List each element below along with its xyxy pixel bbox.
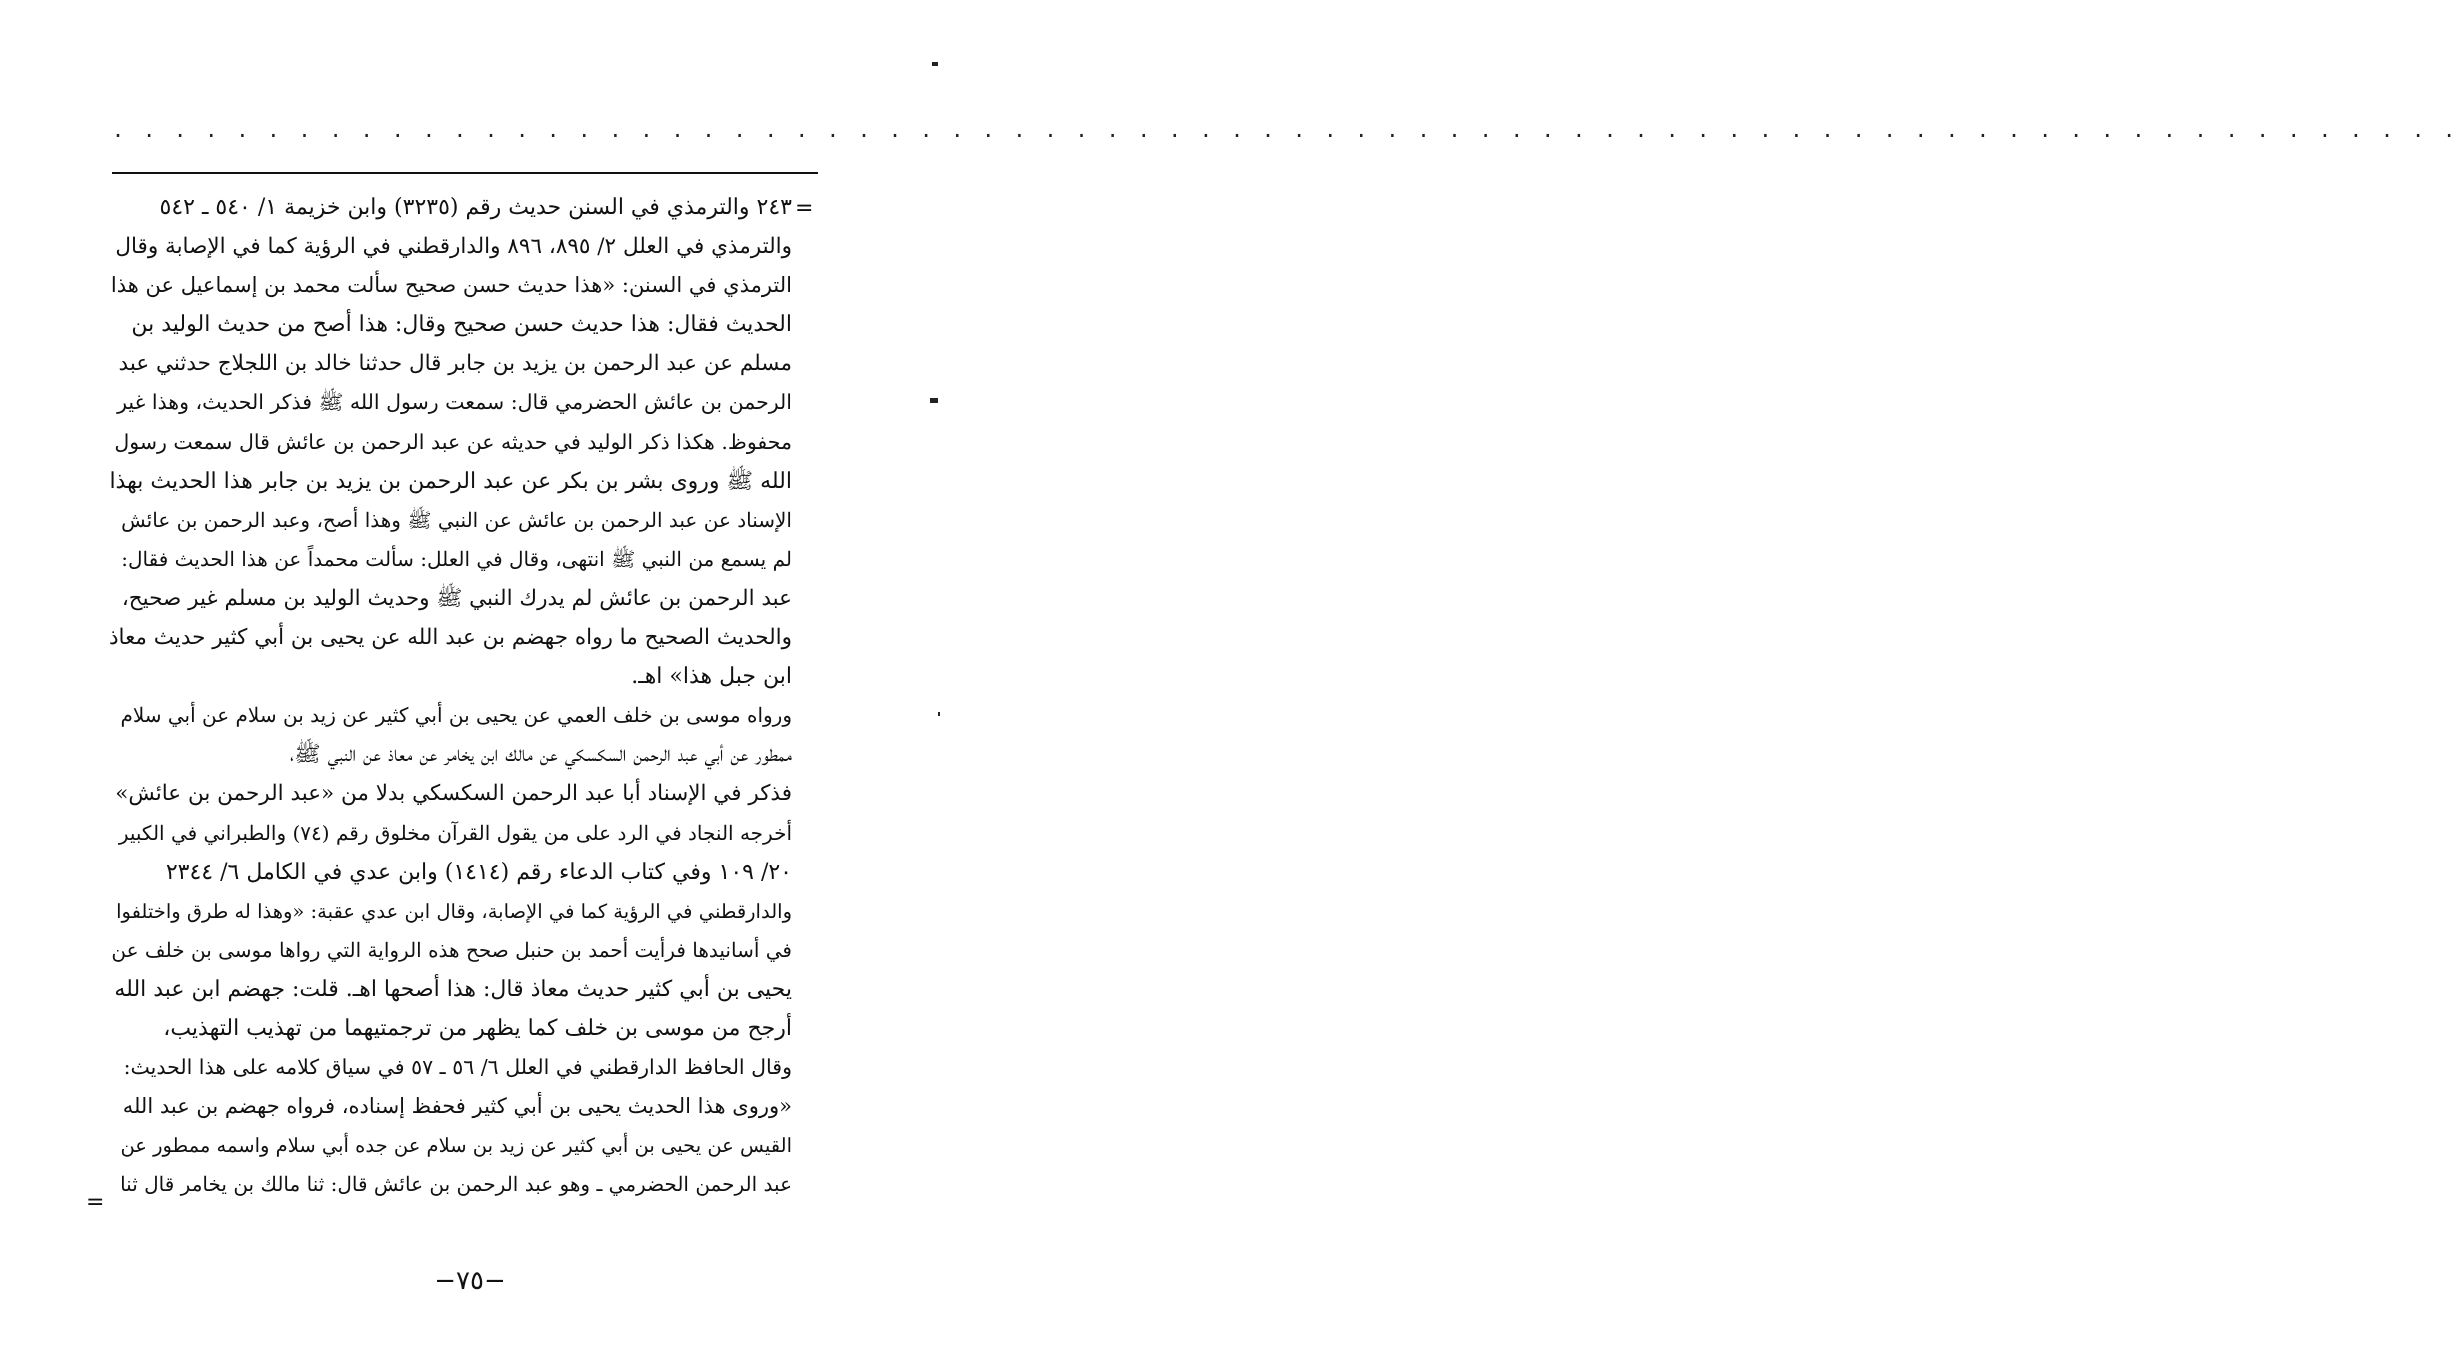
text-line: يحيى بن أبي كثير حديث معاذ قال: هذا أصحها اهـ. قلت: جهضم ابن عبد الله xyxy=(114,976,792,1002)
scan-edge-mark xyxy=(930,398,938,403)
scan-edge-mark xyxy=(932,62,938,66)
text-line: والترمذي في العلل ٢/ ٨٩٥، ٨٩٦ والدارقطني في الرؤية كما في الإصابة وقال xyxy=(115,234,792,260)
footnote-text xyxy=(108,188,792,1204)
text-line: ابن جبل هذا» اهـ. xyxy=(631,664,792,690)
text-line: الحديث فقال: هذا حديث حسن صحيح وقال: هذا أصح من حديث الوليد بن xyxy=(131,312,792,338)
text-line: القيس عن يحيى بن أبي كثير عن زيد بن سلام عن جده أبي سلام واسمه ممطور عن xyxy=(120,1134,792,1158)
text-line: الرحمن بن عائش الحضرمي قال: سمعت رسول الله ﷺ فذكر الحديث، وهذا غير xyxy=(117,390,792,415)
text-line: ٢٠/ ١٠٩ وفي كتاب الدعاء رقم (١٤١٤) وابن عدي في الكامل ٦/ ٢٣٤٤ xyxy=(165,859,792,885)
text-line: «وروى هذا الحديث يحيى بن أبي كثير فحفظ إسناده، فرواه جهضم بن عبد الله xyxy=(122,1094,792,1119)
text-line: عبد الرحمن بن عائش لم يدرك النبي ﷺ وحديث الوليد بن مسلم غير صحيح، xyxy=(121,585,792,611)
text-line: ورواه موسى بن خلف العمي عن يحيى بن أبي كثير عن زيد بن سلام عن أبي سلام xyxy=(120,703,792,728)
continuation-marker-bottom: = xyxy=(86,1190,105,1215)
text-line: الإسناد عن عبد الرحمن بن عائش عن النبي ﷺ وهذا أصح، وعبد الرحمن بن عائش xyxy=(121,507,792,532)
text-line: وقال الحافظ الدارقطني في العلل ٦/ ٥٦ ـ ٥٧ في سياق كلامه على هذا الحديث: xyxy=(123,1055,792,1080)
scan-edge-mark xyxy=(938,712,940,716)
text-line: محفوظ. هكذا ذكر الوليد في حديثه عن عبد الرحمن بن عائش قال سمعت رسول xyxy=(114,429,792,454)
footnote-rule xyxy=(112,172,818,174)
text-line: ممطور عن أبي عبد الرحمن السكسكي عن مالك ابن يخامر عن معاذ عن النبي ﷺ، xyxy=(289,742,792,768)
page-number: −٧٥− xyxy=(434,1266,506,1296)
text-line: مسلم عن عبد الرحمن بن يزيد بن جابر قال حدثنا خالد بن اللجلاج حدثني عبد xyxy=(118,351,792,377)
continuation-marker-top: = xyxy=(795,196,814,221)
text-line: أخرجه النجاد في الرد على من يقول القرآن مخلوق رقم (٧٤) والطبراني في الكبير xyxy=(118,820,792,845)
text-line: الله ﷺ وروى بشر بن بكر عن عبد الرحمن بن يزيد بن جابر هذا الحديث بهذا xyxy=(109,468,792,494)
text-line: ٢٤٣ والترمذي في السنن حديث رقم (٣٢٣٥) وابن خزيمة ١/ ٥٤٠ ـ ٥٤٢ xyxy=(159,195,792,220)
text-line: عبد الرحمن الحضرمي ـ وهو عبد الرحمن بن عائش قال: ثنا مالك بن يخامر قال ثنا xyxy=(120,1172,792,1197)
text-line: في أسانيدها فرأيت أحمد بن حنبل صحح هذه الرواية التي رواها موسى بن خلف عن xyxy=(111,937,792,962)
text-line: أرجح من موسى بن خلف كما يظهر من ترجمتيهما من تهذيب التهذيب، xyxy=(163,1015,792,1041)
text-line: فذكر في الإسناد أبا عبد الرحمن السكسكي بدلا من «عبد الرحمن بن عائش» xyxy=(115,781,792,807)
text-line: الترمذي في السنن: «هذا حديث حسن صحيح سألت محمد بن إسماعيل عن هذا xyxy=(110,273,792,298)
text-line: والدارقطني في الرؤية كما في الإصابة، وقال ابن عدي عقبة: «وهذا له طرق واختلفوا xyxy=(116,899,792,923)
text-line: لم يسمع من النبي ﷺ انتهى، وقال في العلل: سألت محمداً عن هذا الحديث فقال: xyxy=(121,546,792,571)
dotted-separator: . . . . . . . . . . . . . . . . . . . . . . . . . . . . . . . . . . . . . . . . . . . . . . . . . . . . . . . . . . . . . . . . . . . . . . . . . . . . xyxy=(112,118,2459,142)
text-line: والحديث الصحيح ما رواه جهضم بن عبد الله عن يحيى بن أبي كثير حديث معاذ xyxy=(108,625,792,651)
